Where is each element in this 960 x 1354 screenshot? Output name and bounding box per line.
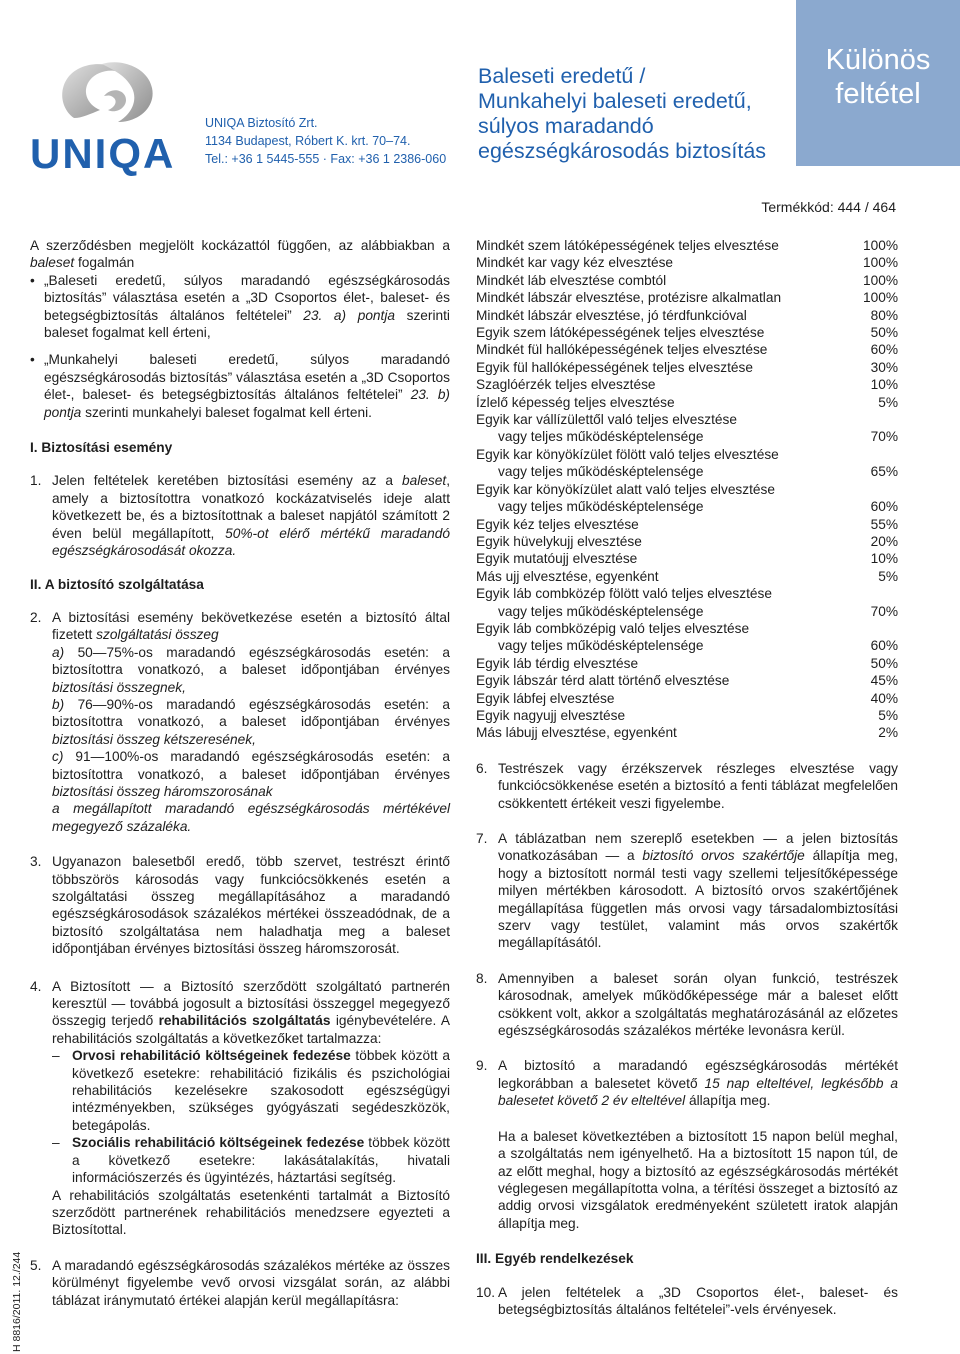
table-cell-label	[476, 237, 848, 254]
label-line: Egyik kar könyökízület fölött való teljes elvesztése	[476, 446, 779, 462]
table-row	[476, 620, 898, 655]
label-line: Mindkét lábszár elvesztése, protézisre alkalmatlan	[476, 290, 782, 306]
table-cell-label	[476, 307, 848, 324]
clause-2-end: a megállapított maradandó egészségkárosodás mértékével megegyező százaléka.	[52, 801, 450, 834]
table-cell-label	[476, 533, 848, 550]
label-line: vagy teljes működésképtelensége	[498, 464, 704, 480]
table-cell-percent: 55%	[870, 516, 898, 532]
uniqa-logo-mark-icon	[52, 56, 162, 126]
label-line: Egyik láb térdig elvesztése	[476, 655, 639, 671]
table-cell-label	[476, 289, 848, 306]
table-cell-label	[476, 272, 848, 289]
label-line: Szaglóérzék teljes elvesztése	[476, 377, 656, 393]
label-line: Egyik kar vállízülettől való teljes elvesztése	[476, 412, 737, 428]
document-title	[478, 64, 766, 164]
table-cell-percent: 60%	[870, 499, 898, 515]
table-cell-label	[476, 585, 848, 620]
label-line: Más lábujj elvesztése, egyenként	[476, 725, 677, 741]
label-line: Mindkét szem látóképességének teljes elvesztése	[476, 238, 779, 253]
table-cell-percent: 60%	[870, 638, 898, 654]
company-address	[205, 114, 446, 168]
intro-paragraph: A szerződésben megjelölt kockázattól függően, az alábbiakban a baleset fogalmán	[30, 238, 450, 271]
table-cell-label	[476, 620, 848, 655]
label-line: Mindkét kar vagy kéz elvesztése	[476, 255, 674, 271]
clause-2: 2. A biztosítási esemény bekövetkezése esetén a biztosító által fizetett szolgáltatási összeg	[30, 609, 450, 643]
label-line: Ízlelő képesség teljes elvesztése	[476, 394, 675, 410]
label-line: Egyik szem látóképességének teljes elvesztése	[476, 325, 765, 341]
special-line: Különös	[825, 44, 931, 76]
table-cell-label	[476, 376, 848, 393]
table-cell-percent: 40%	[870, 690, 898, 706]
table-cell-percent: 100%	[862, 238, 898, 253]
label-line: Egyik mutatóujj elvesztése	[476, 551, 638, 567]
label-line: Egyik lábszár térd alatt történő elvesztése	[476, 673, 730, 689]
side-code-text: H 8816/2011. 12./244	[11, 1251, 23, 1352]
product-code: Termékkód: 444 / 464	[761, 199, 896, 215]
title-line: egészségkárosodás biztosítás	[478, 139, 767, 163]
table-row	[476, 307, 898, 324]
table-cell-percent: 100%	[862, 272, 898, 288]
table-cell-percent: 100%	[862, 255, 898, 271]
clause-5: 5. A maradandó egészségkárosodás százalékos mértéke az összes körülményt figyelembe vevő orvosi vizsgálat során, az alábbi táblázat iránymutató értékei alapján kerül megállapításra:	[30, 1257, 450, 1308]
clause-4: 4. A Biztosított — a Biztosító szerződött szolgáltató partnerén keresztül — továbbá jogosult a biztosítási összeggel megegyező összegig terjedő rehabilitációs szolgáltatás igénybevételére. A rehabilitációs szolgáltatás a következőket tartalmazza:	[30, 978, 450, 1046]
table-row	[476, 254, 898, 271]
label-line: Egyik láb combközépig való teljes elvesztése	[476, 620, 750, 636]
company-name: UNIQA Biztosító Zrt.	[205, 116, 318, 130]
clause-3: 3. Ugyanazon balesetből eredő, több szervet, testrészt érintő többszörös károsodás vagy funkciócsökkenés esetén a szolgáltatási összeg megállapításához a maradandó egészségkárosodások százalékos mértékei összeadódnak, de a biztosító szolgáltatása nem haladhatja meg a baleset időpontjában érvényes biztosítási összeg háromszorosát.	[30, 854, 450, 957]
table-cell-percent: 10%	[870, 551, 898, 567]
section-heading: I. Biztosítási esemény	[30, 440, 173, 456]
bullet-item: • „Munkahelyi baleseti eredetű, súlyos maradandó egészségkárosodás biztosítás” választása esetén a „3D Csoportos élet-, baleset- és betegségbiztosítás általános feltételei” 23. b) pontja szerinti munkahelyi baleset fogalmat kell érteni.	[30, 351, 450, 421]
table-cell-label	[476, 359, 848, 376]
label-line: Egyik kar könyökízület alatt való teljes elvesztése	[476, 481, 775, 497]
table-cell-percent: 70%	[870, 603, 898, 619]
table-cell-label	[476, 411, 848, 446]
table-cell-label	[476, 690, 848, 707]
clause-9-second: Ha a baleset következtében a biztosított 15 napon belül meghal, a szolgáltatás nem igényelhető. Ha a biztosított 15 napon túl, de az előtt meghal, hogy a biztosító az egészségkárosodás mértékét véglegesen megállapította volna, a térítési összeget a biztosító az addig orvosi vizsgálatok eredményeként született iratok alapján állapítja meg.	[498, 1128, 898, 1231]
clause-9: 9. A biztosító a maradandó egészségkárosodás mértékét legkorábban a balesetet követő 15 nap elteltével, legkésőbb a balesetet követő 2 év elteltével állapítja meg.	[476, 1058, 898, 1109]
label-line: vagy teljes működésképtelensége	[498, 429, 704, 445]
table-cell-percent: 45%	[870, 673, 898, 689]
label-line: Egyik kéz teljes elvesztése	[476, 516, 639, 532]
table-cell-label	[476, 481, 848, 516]
table-cell-percent: 65%	[870, 464, 898, 480]
label-line: Más ujj elvesztése, egyenként	[476, 568, 659, 584]
bullet-item: • „Baleseti eredetű, súlyos maradandó egészségkárosodás biztosítás” választása esetén a „3D Csoportos élet-, baleset- és betegségbiztosítás általános feltételei” 23. a) pontja szerinti baleset fogalmat kell érteni,	[30, 272, 450, 342]
clause-1: 1. Jelen feltételek keretében biztosítási esemény az a baleset, amely a biztosítottra vonatkozó kockázatviselés ideje alatt következett be, és a biztosítottnak a baleset napjától számított 2 éven belül megállapított, 50%-ot elérő mértékű maradandó egészségkárosodását okozza.	[30, 473, 450, 559]
table-row	[476, 672, 898, 689]
table-cell-label	[476, 446, 848, 481]
label-line: Egyik nagyujj elvesztése	[476, 707, 626, 723]
section-heading: II. A biztosító szolgáltatása	[30, 576, 204, 592]
label-line: Egyik lábfej elvesztése	[476, 690, 615, 706]
label-line: Mindkét láb elvesztése combtól	[476, 272, 667, 288]
table-row	[476, 272, 898, 289]
dash-item: – Orvosi rehabilitáció költségeinek fedezése többek között a következő esetekre: rehabilitáció fizikális és pszichológiai rehabilitációs kezelésekre szakosodott egészségügyi intézményekben, szükséges gyógyászati segédeszközök, betegápolás.	[52, 1048, 450, 1133]
table-row	[476, 516, 898, 533]
table-row	[476, 690, 898, 707]
company-phone: Tel.: +36 1 5445-555 · Fax: +36 1 2386-060	[205, 152, 447, 166]
clause-7: 7. A táblázatban nem szereplő esetekben — a jelen biztosítás vonatkozásában — a biztosító orvos szakértője állapítja meg, hogy a biztosított normál testi vagy szellemi teljesítőképessége milyen mértékben károsodott. A biztosító orvos szakértőjének megállapítása független más orvosi vagy társadalombiztosítási szerv vagy testület, valamint más orvos szakértők megállapításától.	[476, 831, 898, 951]
table-cell-percent: 30%	[870, 359, 898, 375]
table-cell-label	[476, 707, 848, 724]
table-cell-label	[476, 516, 848, 533]
clause-2a: a) 50—75%-os maradandó egészségkárosodás esetén: a biztosítottra vonatkozó, a baleset időpontjában érvényes biztosítási összegnek,	[52, 644, 450, 695]
table-cell-percent: 60%	[870, 342, 898, 358]
label-line: vagy teljes működésképtelensége	[498, 638, 704, 654]
label-line: Egyik fül hallóképességének teljes elvesztése	[476, 359, 753, 375]
table-cell-label	[476, 655, 848, 672]
table-cell-label	[476, 394, 848, 411]
table-cell-label	[476, 672, 848, 689]
label-line: Mindkét fül hallóképességének teljes elvesztése	[476, 342, 768, 358]
table-cell-percent: 50%	[870, 655, 898, 671]
table-row	[476, 394, 898, 411]
table-cell-percent: 2%	[878, 725, 898, 741]
table-cell-label	[476, 341, 848, 358]
table-cell-percent: 5%	[878, 568, 898, 584]
table-row	[476, 533, 898, 550]
title-line: súlyos maradandó	[478, 114, 654, 138]
label-line: vagy teljes működésképtelensége	[498, 499, 704, 515]
table-cell-label	[476, 254, 848, 271]
table-row	[476, 411, 898, 446]
clause-8: 8. Amennyiben a baleset során olyan funkció, testrészek károsodnak, amelyek működőképessége már a baleset előtt csökkent volt, akkor a szolgáltatás meghatározásánál az előzetes egészségkárosodás százalékos mértéke levonásra kerül.	[476, 970, 898, 1039]
table-row	[476, 655, 898, 672]
table-cell-percent: 70%	[870, 429, 898, 445]
table-row	[476, 550, 898, 567]
table-row	[476, 341, 898, 358]
special-line: feltétel	[835, 78, 921, 110]
table-row	[476, 289, 898, 306]
uniqa-logo-text: UNIQA	[30, 130, 176, 177]
table-cell-percent: 100%	[862, 290, 898, 306]
table-row	[476, 707, 898, 724]
table-cell-label	[476, 724, 848, 741]
table-row	[476, 359, 898, 376]
label-line: Egyik hüvelykujj elvesztése	[476, 533, 642, 549]
table-row	[476, 568, 898, 585]
special-condition-label	[796, 43, 960, 111]
table-row	[476, 376, 898, 393]
table-cell-label	[476, 568, 848, 585]
section-heading: III. Egyéb rendelkezések	[476, 1251, 634, 1267]
clause-4-end: A rehabilitációs szolgáltatás esetenkénti tartalmát a Biztosító szerződött partnerének rehabilitációs menedzsere egyezteti a Biztosítottal.	[52, 1187, 450, 1238]
title-line: Munkahelyi baleseti eredetű,	[478, 89, 752, 113]
dash-item: – Szociális rehabilitáció költségeinek fedezése többek között a következő esetekre: lakásátalakítás, hivatali információszerzés és ügyintézés, háztartási segítség.	[52, 1135, 450, 1186]
clause-2b: b) 76—90%-os maradandó egészségkárosodás esetén: a biztosítottra vonatkozó, a baleset időpontjában érvényes biztosítási összeg kétszeresének,	[52, 696, 450, 747]
table-cell-percent: 80%	[870, 307, 898, 323]
label-line: Egyik láb combközép fölött való teljes elvesztése	[476, 586, 772, 602]
table-cell-percent: 10%	[870, 377, 898, 393]
table-row	[476, 446, 898, 481]
left-column	[30, 237, 450, 1309]
table-row	[476, 481, 898, 516]
table-cell-label	[476, 324, 848, 341]
table-row	[476, 724, 898, 741]
clause-2c: c) 91—100%-os maradandó egészségkárosodás esetén: a biztosítottra vonatkozó, a baleset időpontjában érvényes biztosítási összeg háromszorosának	[52, 749, 450, 799]
disability-table	[476, 237, 898, 742]
label-line: Mindkét lábszár elvesztése, jó térdfunkcióval	[476, 307, 747, 323]
table-cell-percent: 50%	[870, 325, 898, 341]
clause-10: 10. A jelen feltételek a „3D Csoportos élet-, baleset- és betegségbiztosítás általános feltételei”-vels érvényesek.	[476, 1284, 898, 1317]
company-street: 1134 Budapest, Róbert K. krt. 70–74.	[205, 134, 411, 148]
table-cell-percent: 5%	[878, 394, 898, 410]
label-line: vagy teljes működésképtelensége	[498, 603, 704, 619]
side-code	[3, 1238, 23, 1354]
table-cell-percent: 5%	[878, 707, 898, 723]
right-column	[476, 237, 898, 1318]
table-row	[476, 324, 898, 341]
table-row	[476, 585, 898, 620]
table-cell-percent: 20%	[870, 533, 898, 549]
table-cell-label	[476, 550, 848, 567]
clause-6: 6. Testrészek vagy érzékszervek részleges elvesztése vagy funkciócsökkenése esetén a biztosító a fenti táblázat megfelelően csökkentett értékeit veszi figyelembe.	[476, 760, 898, 811]
table-row	[476, 237, 898, 254]
title-line: Baleseti eredetű /	[478, 64, 646, 88]
